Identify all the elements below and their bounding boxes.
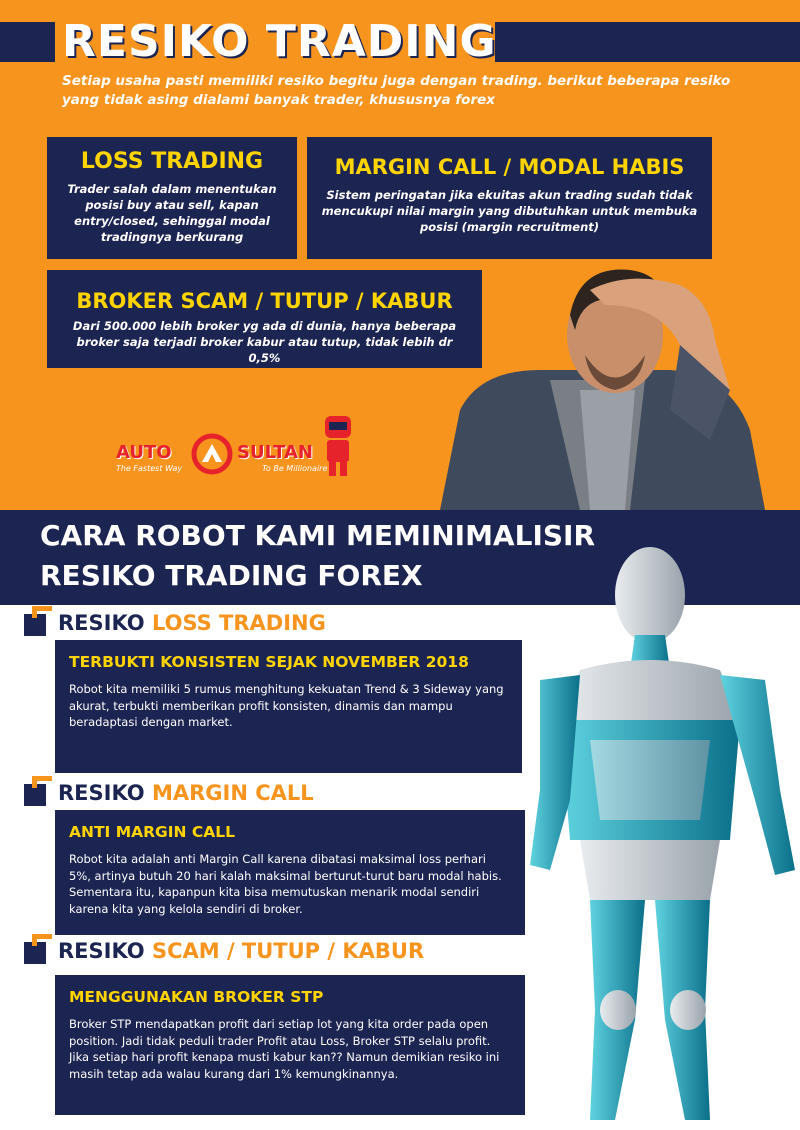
intro-text: Setiap usaha pasti memiliki resiko begitu juga dengan trading. berikut beberapa resiko yang tidak asing dialami banyak trader, khususnya forex bbox=[62, 73, 731, 108]
solution-body: Broker STP mendapatkan profit dari setiap lot yang kita order pada open position. Jadi tidak peduli trader Profit atau Loss, Broker STP selalu profit. Jika setiap hari profit kenapa musti kabur kan?? Namun demikian resiko ini masih tetap ada walau kurang dari 1% kemungkinannya. bbox=[69, 1017, 500, 1081]
corner-accent bbox=[32, 934, 37, 946]
risk-card-margin bbox=[307, 137, 712, 259]
risk-card-loss bbox=[47, 137, 297, 259]
section-heading-text bbox=[58, 610, 326, 636]
band-title-line2: RESIKO TRADING FOREX bbox=[40, 559, 423, 592]
heading-highlight: SCAM / TUTUP / KABUR bbox=[151, 939, 425, 963]
risk-card-title: MARGIN CALL / MODAL HABIS bbox=[334, 155, 685, 179]
heading-highlight: LOSS TRADING bbox=[151, 611, 326, 635]
brand-logo bbox=[112, 410, 372, 480]
top-section bbox=[0, 0, 800, 510]
heading-prefix: RESIKO bbox=[58, 939, 152, 963]
solution-panel-loss bbox=[55, 640, 522, 773]
logo-emblem-icon bbox=[190, 432, 234, 476]
risk-card-desc: Trader salah dalam menentukan posisi buy atau sell, kapan entry/closed, sehinggal modal tradingnya berkurang bbox=[67, 182, 277, 244]
corner-accent bbox=[32, 776, 37, 788]
robot-image bbox=[520, 540, 800, 1130]
risk-card-scam bbox=[47, 270, 482, 368]
risk-card-title: LOSS TRADING bbox=[80, 149, 264, 174]
heading-highlight: MARGIN CALL bbox=[151, 781, 314, 805]
risk-card-desc: Sistem peringatan jika ekuitas akun trading sudah tidak mencukupi nilai margin yang dibutuhkan untuk membuka posisi (margin recruitment) bbox=[321, 188, 698, 234]
logo-text-sultan: SULTAN bbox=[237, 442, 313, 463]
logo-tagline-right: To Be Millionaire bbox=[262, 464, 328, 473]
solution-body: Robot kita memiliki 5 rumus menghitung kekuatan Trend & 3 Sideway yang akurat, terbukti memberikan profit konsisten, dinamis dan mampu beradaptasi dengan market. bbox=[69, 682, 504, 729]
heading-prefix: RESIKO bbox=[58, 611, 152, 635]
stressed-man-image bbox=[430, 260, 770, 510]
solution-heading: TERBUKTI KONSISTEN SEJAK NOVEMBER 2018 bbox=[69, 653, 469, 671]
solution-heading: ANTI MARGIN CALL bbox=[69, 823, 236, 841]
solution-panel-margin bbox=[55, 810, 525, 935]
page-title: RESIKO TRADING bbox=[62, 16, 497, 67]
logo-text-auto: AUTO bbox=[116, 442, 172, 463]
solution-body: Robot kita adalah anti Margin Call karena dibatasi maksimal loss perhari 5%, artinya butuh 20 hari kalah maksimal berturut-turut baru modal habis. Sementara itu, kapanpun kita bisa memutuskan menarik modal sendiri karena kita yang kelola sendiri di broker. bbox=[69, 852, 502, 916]
logo-tagline-left: The Fastest Way bbox=[116, 464, 183, 473]
corner-accent bbox=[32, 606, 37, 618]
solution-heading: MENGGUNAKAN BROKER STP bbox=[69, 988, 324, 1006]
risk-card-desc: Dari 500.000 lebih broker yg ada di dunia, hanya beberapa broker saja terjadi broker kabur atau tutup, tidak lebih dr 0,5% bbox=[72, 319, 457, 365]
section-heading-text bbox=[58, 938, 424, 964]
risk-card-title: BROKER SCAM / TUTUP / KABUR bbox=[76, 289, 453, 313]
band-title-line1: CARA ROBOT KAMI MEMINIMALISIR bbox=[40, 519, 596, 552]
heading-prefix: RESIKO bbox=[58, 781, 152, 805]
solution-panel-scam bbox=[55, 975, 525, 1115]
section-heading-text bbox=[58, 780, 314, 806]
